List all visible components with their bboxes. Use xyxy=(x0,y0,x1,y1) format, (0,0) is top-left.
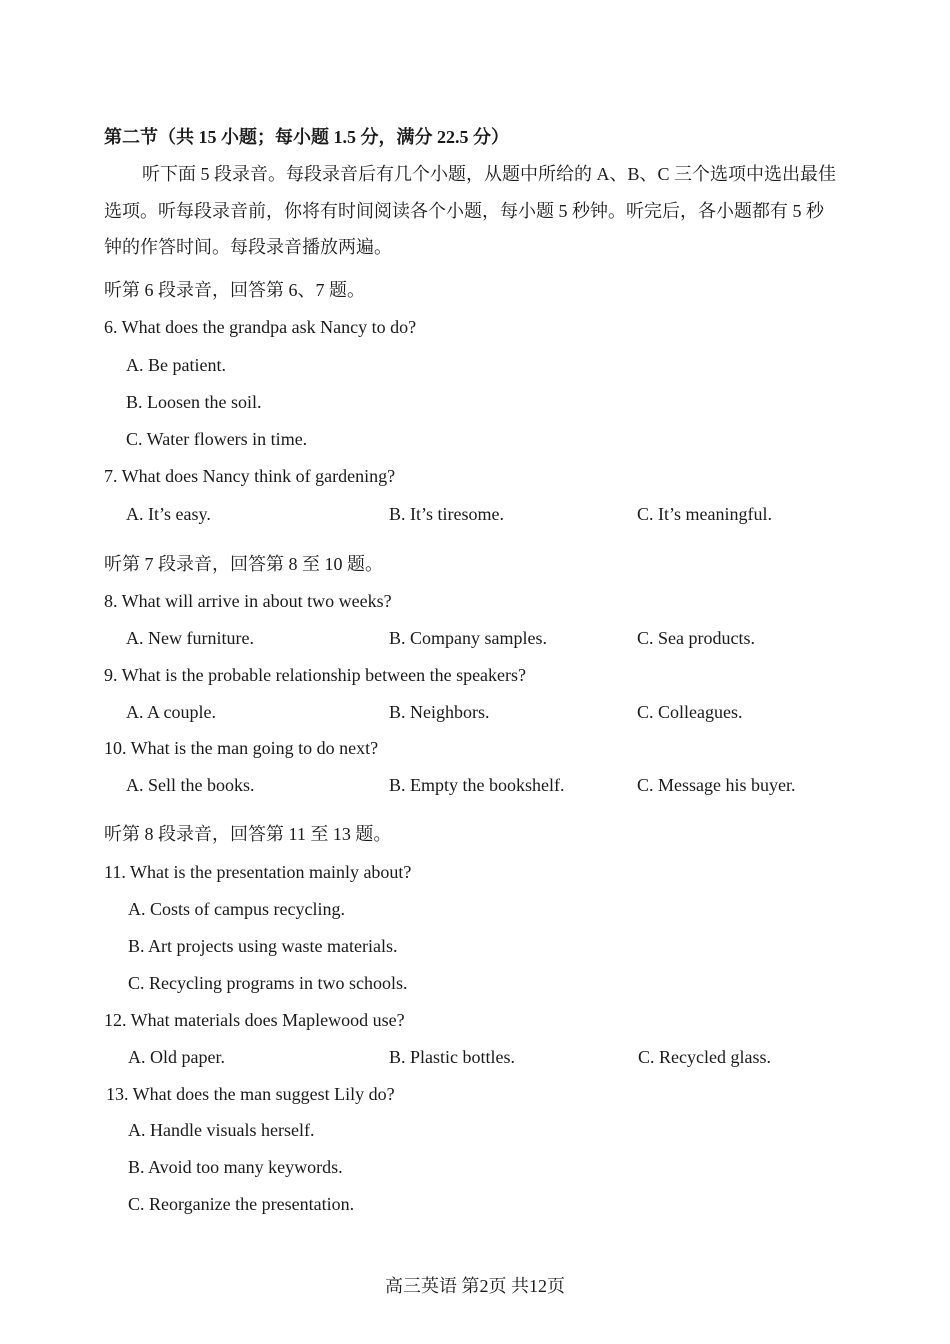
question-stem: 6. What does the grandpa ask Nancy to do? xyxy=(104,317,417,337)
option-a: A. A couple. xyxy=(126,702,216,722)
recording-label: 听第 7 段录音，回答第 8 至 10 题。 xyxy=(104,554,383,574)
option-b: B. Avoid too many keywords. xyxy=(128,1157,343,1177)
question-stem: 8. What will arrive in about two weeks? xyxy=(104,591,392,611)
option-c: C. Sea products. xyxy=(637,628,755,648)
option-c: C. Colleagues. xyxy=(637,702,743,722)
option-c: C. Water flowers in time. xyxy=(126,429,308,449)
option-b: B. Company samples. xyxy=(389,628,547,648)
question-stem: 12. What materials does Maplewood use? xyxy=(104,1010,405,1030)
option-b: B. Neighbors. xyxy=(389,702,490,722)
instruction-line-3: 钟的作答时间。每段录音播放两遍。 xyxy=(104,237,392,257)
question-stem: 7. What does Nancy think of gardening? xyxy=(104,466,396,486)
option-a: A. It’s easy. xyxy=(126,504,211,524)
instruction-line-1: 听下面 5 段录音。每段录音后有几个小题，从题中所给的 A、B、C 三个选项中选出最佳 xyxy=(142,164,837,184)
question-stem: 9. What is the probable relationship between the speakers? xyxy=(104,665,527,685)
option-b: B. Loosen the soil. xyxy=(126,392,262,412)
option-c: C. Recycled glass. xyxy=(638,1047,771,1067)
recording-label: 听第 8 段录音，回答第 11 至 13 题。 xyxy=(104,824,392,844)
option-a: A. Handle visuals herself. xyxy=(128,1120,315,1140)
page-footer: 高三英语 第2页 共12页 xyxy=(385,1276,565,1296)
recording-label: 听第 6 段录音，回答第 6、7 题。 xyxy=(104,280,365,300)
option-c: C. Reorganize the presentation. xyxy=(128,1194,355,1214)
option-c: C. Message his buyer. xyxy=(637,775,796,795)
option-c: C. It’s meaningful. xyxy=(637,504,772,524)
option-a: A. Costs of campus recycling. xyxy=(128,899,345,919)
question-stem: 11. What is the presentation mainly about? xyxy=(104,862,412,882)
question-stem: 10. What is the man going to do next? xyxy=(104,738,379,758)
option-b: B. Art projects using waste materials. xyxy=(128,936,398,956)
question-stem: 13. What does the man suggest Lily do? xyxy=(106,1084,395,1104)
option-a: A. Old paper. xyxy=(128,1047,225,1067)
option-b: B. It’s tiresome. xyxy=(389,504,504,524)
option-c: C. Recycling programs in two schools. xyxy=(128,973,408,993)
option-b: B. Plastic bottles. xyxy=(389,1047,515,1067)
option-a: A. Be patient. xyxy=(126,355,226,375)
option-a: A. Sell the books. xyxy=(126,775,255,795)
section-heading: 第二节（共 15 小题；每小题 1.5 分，满分 22.5 分） xyxy=(104,127,509,147)
option-a: A. New furniture. xyxy=(126,628,254,648)
instruction-line-2: 选项。听每段录音前，你将有时间阅读各个小题，每小题 5 秒钟。听完后，各小题都有 5 秒 xyxy=(104,201,824,221)
option-b: B. Empty the bookshelf. xyxy=(389,775,565,795)
